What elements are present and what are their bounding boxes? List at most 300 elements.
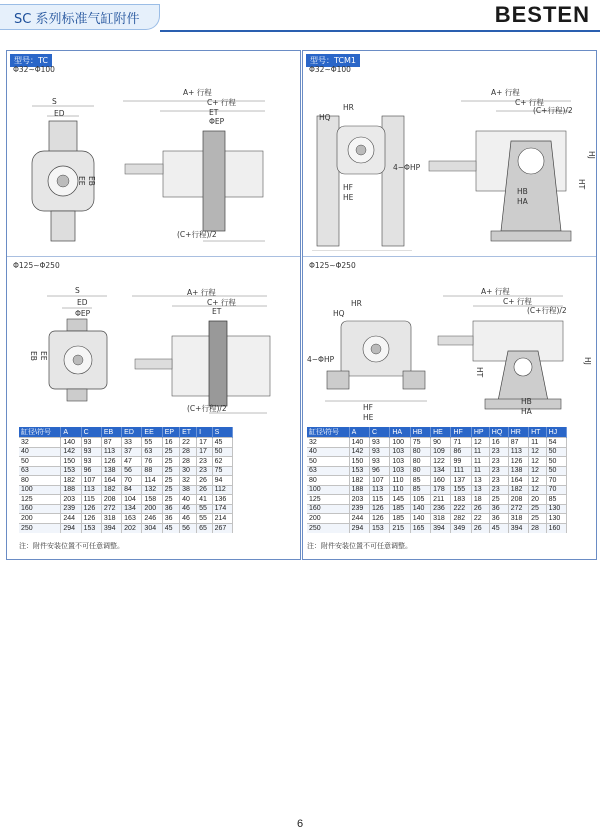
tcm1-table-cell: 107 xyxy=(369,476,389,486)
tcm1-table-cell: 134 xyxy=(431,466,451,476)
tcm1-header-cell: HE xyxy=(431,427,451,438)
tcm1-table-cell: 23 xyxy=(489,447,508,457)
tcm1-table-cell: 45 xyxy=(489,523,508,533)
tcm1-table-cell: 12 xyxy=(529,466,547,476)
tc-large-eb-label: EB xyxy=(29,351,38,361)
tcm1-table-cell: 272 xyxy=(508,504,528,514)
header-tab xyxy=(0,4,160,30)
tcm1-table-row xyxy=(307,504,567,514)
tc-table-row xyxy=(19,485,233,495)
tcm1-table-cell: 349 xyxy=(451,523,471,533)
tc-small-et-label: ET xyxy=(209,108,219,117)
tc-table-cell: 17 xyxy=(197,447,213,457)
tcm1-table-cell: 70 xyxy=(546,485,566,495)
tcm1-large-c-label: C+ 行程 xyxy=(503,297,532,306)
tc-header-cell: S xyxy=(212,427,232,438)
tcm1-range-large: Φ125~Φ250 xyxy=(309,261,356,270)
tc-table-cell: 87 xyxy=(101,438,121,448)
tc-table-cell: 138 xyxy=(101,466,121,476)
tcm1-table-cell: 183 xyxy=(451,495,471,505)
tcm1-small-hb-label: HB xyxy=(517,187,528,196)
tcm1-table-cell: 105 xyxy=(410,495,430,505)
tc-large-s-label: S xyxy=(75,286,80,295)
tc-table-cell: 84 xyxy=(122,485,142,495)
tc-table-cell: 47 xyxy=(122,457,142,467)
tc-table-cell: 200 xyxy=(19,514,61,524)
tcm1-header-cell: HJ xyxy=(546,427,566,438)
tc-table-cell: 25 xyxy=(162,466,179,476)
tcm1-table-cell: 23 xyxy=(489,457,508,467)
tcm1-small-a-label: A+ 行程 xyxy=(491,88,520,97)
tcm1-table-cell: 130 xyxy=(546,504,566,514)
tcm1-table-cell: 115 xyxy=(369,495,389,505)
tcm1-table-cell: 80 xyxy=(307,476,349,486)
tcm1-table-cell: 250 xyxy=(307,523,349,533)
tc-table-cell: 153 xyxy=(81,523,101,533)
tcm1-table-cell: 122 xyxy=(431,457,451,467)
tcm1-header-cell: HQ xyxy=(489,427,508,438)
tcm1-table-cell: 13 xyxy=(471,485,489,495)
tc-table-cell: 113 xyxy=(101,447,121,457)
tcm1-table-cell: 85 xyxy=(410,485,430,495)
tcm1-table-cell: 318 xyxy=(431,514,451,524)
tcm1-large-a-label: A+ 行程 xyxy=(481,287,510,296)
tcm1-small-half-label: (C+行程)/2 xyxy=(533,106,573,115)
tcm1-table-cell: 137 xyxy=(451,476,471,486)
tc-table-cell: 250 xyxy=(19,523,61,533)
tcm1-table-cell: 23 xyxy=(489,485,508,495)
tcm1-table-cell: 164 xyxy=(508,476,528,486)
tcm1-table-cell: 36 xyxy=(489,514,508,524)
tc-table-cell: 158 xyxy=(142,495,162,505)
tcm1-table-cell: 93 xyxy=(369,457,389,467)
page-title: SC 系列标准气缸附件 xyxy=(14,12,140,27)
tcm1-table-cell: 85 xyxy=(410,476,430,486)
tc-header-cell: ED xyxy=(122,427,142,438)
tc-table-cell: 50 xyxy=(19,457,61,467)
tcm1-table-cell: 239 xyxy=(349,504,369,514)
tcm1-table-cell: 150 xyxy=(349,457,369,467)
tc-table-cell: 37 xyxy=(122,447,142,457)
tcm1-table-cell: 111 xyxy=(451,466,471,476)
tcm1-table-cell: 203 xyxy=(349,495,369,505)
tcm1-table-cell: 85 xyxy=(546,495,566,505)
tc-table-cell: 182 xyxy=(61,476,81,486)
tc-table-cell: 76 xyxy=(142,457,162,467)
tcm1-table-cell: 113 xyxy=(369,485,389,495)
tcm1-table-row xyxy=(307,523,567,533)
tcm1-table-cell: 22 xyxy=(471,514,489,524)
tc-table-cell: 26 xyxy=(197,476,213,486)
tc-table-cell: 294 xyxy=(61,523,81,533)
tcm1-table-row xyxy=(307,514,567,524)
tcm1-table-cell: 182 xyxy=(508,485,528,495)
tc-table-cell: 272 xyxy=(101,504,121,514)
tcm1-header-cell: HB xyxy=(410,427,430,438)
tcm1-table-cell: 80 xyxy=(410,466,430,476)
tc-table-cell: 40 xyxy=(19,447,61,457)
tcm1-table-cell: 11 xyxy=(471,447,489,457)
tcm1-small-hp-label: 4−ΦHP xyxy=(393,163,421,172)
tc-table-cell: 208 xyxy=(101,495,121,505)
tc-table-cell: 55 xyxy=(197,514,213,524)
tcm1-small-hr-label: HR xyxy=(343,103,354,112)
tcm1-table-row xyxy=(307,457,567,467)
tc-table-cell: 80 xyxy=(19,476,61,486)
tcm1-model-label: 型号：TCM1 xyxy=(306,54,360,67)
tcm1-table-cell: 110 xyxy=(390,485,410,495)
tcm1-table-cell: 140 xyxy=(410,504,430,514)
tcm1-table-cell: 103 xyxy=(390,447,410,457)
tcm1-table-cell: 71 xyxy=(451,438,471,448)
tcm1-header-cell: HF xyxy=(451,427,471,438)
tcm1-table-cell: 126 xyxy=(369,514,389,524)
tcm1-large-ha-label: HA xyxy=(521,407,532,416)
tcm1-table-cell: 26 xyxy=(471,523,489,533)
tc-table-cell: 136 xyxy=(212,495,232,505)
tc-table-cell: 45 xyxy=(212,438,232,448)
tcm1-table-cell: 282 xyxy=(451,514,471,524)
tcm1-table-cell: 86 xyxy=(451,447,471,457)
tc-table-cell: 65 xyxy=(197,523,213,533)
tc-table-cell: 304 xyxy=(142,523,162,533)
tcm1-table-cell: 182 xyxy=(349,476,369,486)
tc-table-cell: 28 xyxy=(180,457,197,467)
tcm1-table-cell: 153 xyxy=(349,466,369,476)
tcm1-large-hj-label: HJ xyxy=(583,357,592,365)
tcm1-table-cell: 178 xyxy=(431,485,451,495)
header-rule xyxy=(160,30,600,32)
tcm1-table-cell: 93 xyxy=(369,447,389,457)
tcm1-table-cell: 100 xyxy=(390,438,410,448)
tcm1-table-cell: 155 xyxy=(451,485,471,495)
tc-header-cell: EE xyxy=(142,427,162,438)
tcm1-small-hj-label: HJ xyxy=(587,151,596,159)
tcm1-table-cell: 25 xyxy=(529,514,547,524)
tc-table-cell: 163 xyxy=(122,514,142,524)
tcm1-table-cell: 140 xyxy=(349,438,369,448)
tc-table-cell: 55 xyxy=(197,504,213,514)
tc-table-cell: 140 xyxy=(61,438,81,448)
tcm1-large-hq-label: HQ xyxy=(333,309,345,318)
tc-table-cell: 88 xyxy=(142,466,162,476)
tcm1-table-cell: 130 xyxy=(546,514,566,524)
tcm1-table-cell: 12 xyxy=(529,485,547,495)
tc-table-cell: 318 xyxy=(101,514,121,524)
tc-table-cell: 56 xyxy=(180,523,197,533)
tcm1-table-cell: 11 xyxy=(471,457,489,467)
tc-model-label: 型号：TC xyxy=(10,54,52,67)
tc-table-cell: 174 xyxy=(212,504,232,514)
tcm1-table-cell: 200 xyxy=(307,514,349,524)
tcm1-small-he-label: HE xyxy=(343,193,354,202)
tc-table-row xyxy=(19,466,233,476)
tc-table-cell: 25 xyxy=(162,485,179,495)
tc-header-cell: EP xyxy=(162,427,179,438)
tc-table-cell: 96 xyxy=(81,466,101,476)
tc-table-cell: 63 xyxy=(19,466,61,476)
tcm1-table-cell: 165 xyxy=(410,523,430,533)
tcm1-table-cell: 12 xyxy=(529,447,547,457)
tcm1-table-cell: 25 xyxy=(489,495,508,505)
tc-table-cell: 244 xyxy=(61,514,81,524)
tcm1-table-cell: 142 xyxy=(349,447,369,457)
tcm1-table-cell: 90 xyxy=(431,438,451,448)
tcm1-table-cell: 109 xyxy=(431,447,451,457)
tcm1-table-cell: 160 xyxy=(546,523,566,533)
tcm1-large-hf-label: HF xyxy=(363,403,373,412)
tcm1-table-cell: 394 xyxy=(431,523,451,533)
tcm1-range-small: Φ32~Φ100 xyxy=(309,65,351,74)
tc-table-cell: 25 xyxy=(162,457,179,467)
tc-table-cell: 62 xyxy=(212,457,232,467)
tc-note: 注：附件安装位置不可任意调整。 xyxy=(19,542,124,550)
tc-large-a-label: A+ 行程 xyxy=(187,288,216,297)
tc-large-ep-label: ΦEP xyxy=(75,309,91,318)
tc-table-cell: 100 xyxy=(19,485,61,495)
tc-table-cell: 115 xyxy=(81,495,101,505)
tc-table-cell: 25 xyxy=(162,447,179,457)
tcm1-table-cell: 208 xyxy=(508,495,528,505)
page-number: 6 xyxy=(296,818,304,830)
tcm1-large-half-label: (C+行程)/2 xyxy=(527,306,567,315)
tc-large-side-view xyxy=(127,291,292,421)
tcm1-table-cell: 93 xyxy=(369,438,389,448)
tc-small-c-label: C+ 行程 xyxy=(207,98,236,107)
tcm1-small-hf-label: HF xyxy=(343,183,353,192)
tcm1-header-cell: HP xyxy=(471,427,489,438)
tcm1-table-cell: 25 xyxy=(529,504,547,514)
tcm1-small-ha-label: HA xyxy=(517,197,528,206)
tcm1-table-cell: 185 xyxy=(390,504,410,514)
tc-table-cell: 200 xyxy=(142,504,162,514)
tc-table-cell: 32 xyxy=(19,438,61,448)
tcm1-table-cell: 54 xyxy=(546,438,566,448)
tc-table-cell: 164 xyxy=(101,476,121,486)
tcm1-table-cell: 160 xyxy=(431,476,451,486)
tc-table-cell: 55 xyxy=(142,438,162,448)
tc-table-cell: 126 xyxy=(81,504,101,514)
tcm1-large-he-label: HE xyxy=(363,413,374,422)
tc-table-cell: 16 xyxy=(162,438,179,448)
tcm1-table-cell: 113 xyxy=(508,447,528,457)
tcm1-table-cell: 50 xyxy=(546,466,566,476)
tcm1-table-cell: 50 xyxy=(546,457,566,467)
tcm1-table-cell: 23 xyxy=(489,466,508,476)
tcm1-header-cell: HA xyxy=(390,427,410,438)
tcm1-table-cell: 126 xyxy=(508,457,528,467)
tc-table-cell: 36 xyxy=(162,514,179,524)
tc-small-s-label: S xyxy=(52,97,57,106)
tc-header-cell: C xyxy=(81,427,101,438)
tc-header-cell: I xyxy=(197,427,213,438)
tc-table-cell: 394 xyxy=(101,523,121,533)
tcm1-table-row xyxy=(307,466,567,476)
tcm1-table-cell: 11 xyxy=(529,438,547,448)
tcm1-table-cell: 215 xyxy=(390,523,410,533)
tcm1-table-cell: 16 xyxy=(489,438,508,448)
tcm1-table-cell: 80 xyxy=(410,447,430,457)
tc-table-cell: 94 xyxy=(212,476,232,486)
tcm1-table-row xyxy=(307,485,567,495)
tc-table-cell: 63 xyxy=(142,447,162,457)
tcm1-table-cell: 63 xyxy=(307,466,349,476)
tcm1-large-hp-label: 4−ΦHP xyxy=(307,355,335,364)
tcm1-table-cell: 96 xyxy=(369,466,389,476)
tc-range-small: Φ32~Φ100 xyxy=(13,65,55,74)
tc-small-eb-label: EB xyxy=(87,176,96,186)
tc-table-row xyxy=(19,438,233,448)
tc-large-ee-label: EE xyxy=(39,351,48,361)
tc-panel xyxy=(6,50,301,560)
tc-table-cell: 246 xyxy=(142,514,162,524)
tcm1-dimension-table xyxy=(307,427,567,533)
tc-table-cell: 107 xyxy=(81,476,101,486)
tc-table-cell: 188 xyxy=(61,485,81,495)
tc-small-half-label: (C+行程)/2 xyxy=(177,230,217,239)
tc-header-cell: ET xyxy=(180,427,197,438)
tcm1-table-cell: 50 xyxy=(307,457,349,467)
tcm1-table-row xyxy=(307,476,567,486)
tcm1-table-cell: 125 xyxy=(307,495,349,505)
tc-table-row xyxy=(19,457,233,467)
tcm1-table-cell: 12 xyxy=(529,457,547,467)
tc-table-cell: 93 xyxy=(81,438,101,448)
tc-table-cell: 267 xyxy=(212,523,232,533)
tc-small-end-view xyxy=(27,91,112,251)
tc-small-ed-label: ED xyxy=(54,109,65,118)
tcm1-note: 注：附件安装位置不可任意调整。 xyxy=(307,542,412,550)
tcm1-header-cell: A xyxy=(349,427,369,438)
tc-table-cell: 134 xyxy=(122,504,142,514)
tc-table-cell: 32 xyxy=(180,476,197,486)
tc-table-cell: 23 xyxy=(197,466,213,476)
tcm1-table-cell: 75 xyxy=(410,438,430,448)
tc-table-row xyxy=(19,504,233,514)
tc-table-cell: 113 xyxy=(81,485,101,495)
tcm1-table-cell: 20 xyxy=(529,495,547,505)
tcm1-header-cell: HR xyxy=(508,427,528,438)
tcm1-table-cell: 26 xyxy=(471,504,489,514)
tcm1-table-cell: 50 xyxy=(546,447,566,457)
tcm1-table-cell: 13 xyxy=(471,476,489,486)
tc-table-row xyxy=(19,495,233,505)
tc-table-cell: 114 xyxy=(142,476,162,486)
tc-table-cell: 93 xyxy=(81,447,101,457)
tcm1-table-cell: 23 xyxy=(489,476,508,486)
tc-table-cell: 132 xyxy=(142,485,162,495)
tcm1-divider xyxy=(303,256,596,257)
tcm1-table-row xyxy=(307,447,567,457)
brand-logo: BESTEN xyxy=(494,2,590,27)
tc-header-cell: 缸径\符号 xyxy=(19,427,61,438)
tcm1-table-cell: 18 xyxy=(471,495,489,505)
tc-table-cell: 25 xyxy=(162,495,179,505)
tcm1-table-cell: 211 xyxy=(431,495,451,505)
tcm1-table-cell: 11 xyxy=(471,466,489,476)
tcm1-table-cell: 145 xyxy=(390,495,410,505)
tcm1-small-c-label: C+ 行程 xyxy=(515,98,544,107)
tcm1-table-cell: 160 xyxy=(307,504,349,514)
tcm1-table-cell: 40 xyxy=(307,447,349,457)
tcm1-large-hb-label: HB xyxy=(521,397,532,406)
tc-table-row xyxy=(19,514,233,524)
tc-small-ee-label: EE xyxy=(77,176,86,186)
tcm1-table-cell: 100 xyxy=(307,485,349,495)
tc-table-cell: 50 xyxy=(212,447,232,457)
tc-divider xyxy=(7,256,300,257)
tcm1-table-cell: 236 xyxy=(431,504,451,514)
tc-table-cell: 26 xyxy=(197,485,213,495)
tc-table-row xyxy=(19,523,233,533)
tcm1-header-cell: HT xyxy=(529,427,547,438)
tcm1-table-cell: 99 xyxy=(451,457,471,467)
tcm1-table-cell: 185 xyxy=(390,514,410,524)
tc-table-cell: 40 xyxy=(180,495,197,505)
tc-table-cell: 70 xyxy=(122,476,142,486)
tcm1-table-cell: 87 xyxy=(508,438,528,448)
tc-table-cell: 30 xyxy=(180,466,197,476)
tc-table-cell: 142 xyxy=(61,447,81,457)
tcm1-table-cell: 318 xyxy=(508,514,528,524)
tc-table-cell: 203 xyxy=(61,495,81,505)
tcm1-table-cell: 103 xyxy=(390,466,410,476)
tcm1-table-cell: 12 xyxy=(471,438,489,448)
tcm1-table-cell: 70 xyxy=(546,476,566,486)
tc-table-cell: 104 xyxy=(122,495,142,505)
tcm1-table-cell: 188 xyxy=(349,485,369,495)
tc-table-cell: 75 xyxy=(212,466,232,476)
tc-table-cell: 46 xyxy=(180,514,197,524)
tcm1-table-cell: 32 xyxy=(307,438,349,448)
tc-table-row xyxy=(19,476,233,486)
tcm1-table-cell: 222 xyxy=(451,504,471,514)
tcm1-table-cell: 138 xyxy=(508,466,528,476)
tc-table-row xyxy=(19,447,233,457)
tcm1-table-cell: 103 xyxy=(390,457,410,467)
tcm1-table-cell: 80 xyxy=(410,457,430,467)
tc-table-cell: 17 xyxy=(197,438,213,448)
tc-table-cell: 112 xyxy=(212,485,232,495)
tc-table-cell: 150 xyxy=(61,457,81,467)
tc-table-cell: 126 xyxy=(81,514,101,524)
tcm1-large-ht-label: HT xyxy=(475,367,484,378)
tc-header-cell: EB xyxy=(101,427,121,438)
tc-table-cell: 25 xyxy=(162,476,179,486)
tc-table-cell: 22 xyxy=(180,438,197,448)
tc-range-large: Φ125~Φ250 xyxy=(13,261,60,270)
tcm1-table-cell: 110 xyxy=(390,476,410,486)
tc-table-cell: 38 xyxy=(180,485,197,495)
tc-table-cell: 46 xyxy=(180,504,197,514)
tcm1-table-cell: 12 xyxy=(529,476,547,486)
tcm1-table-cell: 126 xyxy=(369,504,389,514)
tc-table-cell: 182 xyxy=(101,485,121,495)
tc-small-ep-label: ΦEP xyxy=(209,117,225,126)
tc-table-cell: 36 xyxy=(162,504,179,514)
tc-table-cell: 93 xyxy=(81,457,101,467)
tcm1-table-row xyxy=(307,495,567,505)
tc-table-cell: 153 xyxy=(61,466,81,476)
tcm1-table-cell: 28 xyxy=(529,523,547,533)
tc-small-a-label: A+ 行程 xyxy=(183,88,212,97)
tcm1-table-row xyxy=(307,438,567,448)
tc-table-cell: 56 xyxy=(122,466,142,476)
tc-table-cell: 23 xyxy=(197,457,213,467)
tc-dimension-table xyxy=(19,427,233,533)
tc-table-cell: 160 xyxy=(19,504,61,514)
tc-table-cell: 41 xyxy=(197,495,213,505)
